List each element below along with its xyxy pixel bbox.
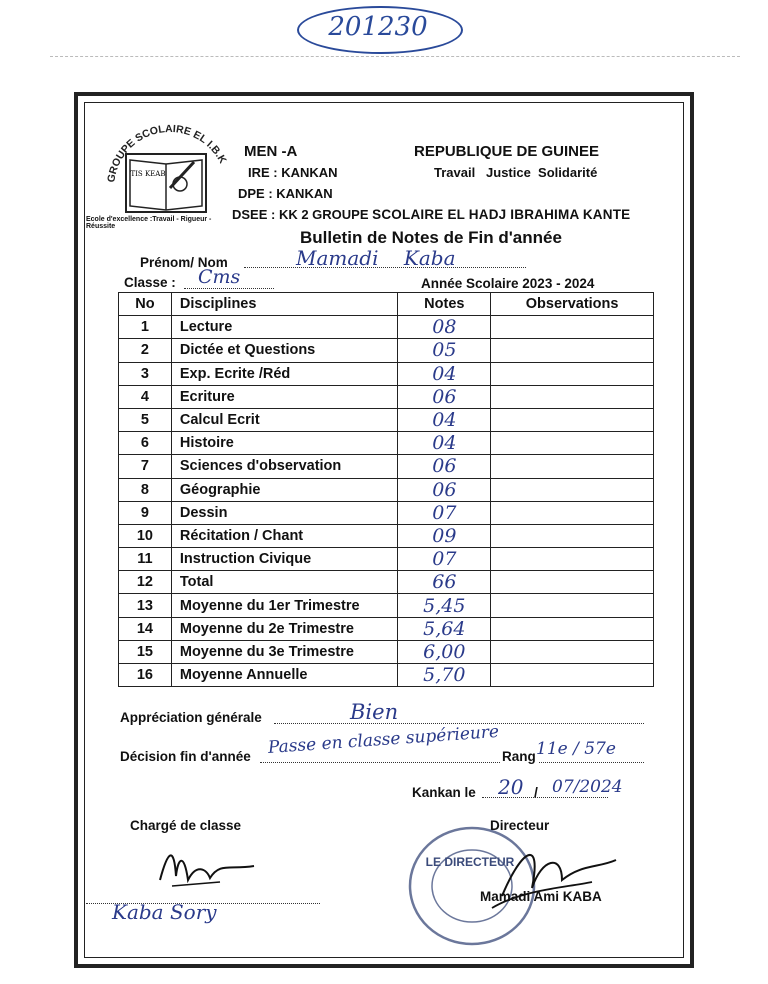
row-note: 04: [398, 408, 491, 431]
row-number: 6: [119, 432, 172, 455]
date-day: 20: [498, 775, 524, 799]
logo-book-text: TIS KEAB: [130, 170, 166, 178]
row-number: 15: [119, 640, 172, 663]
document-title: Bulletin de Notes de Fin d'année: [300, 228, 562, 247]
teacher-signature: [150, 840, 260, 892]
row-note: 6,00: [398, 640, 491, 663]
table-row: [119, 339, 654, 362]
row-observation: [491, 664, 654, 687]
table-row: [119, 362, 654, 385]
appreciation-label: Appréciation générale: [120, 710, 262, 725]
row-observation: [491, 432, 654, 455]
stamp-center-text: LE DIRECTEUR: [425, 855, 515, 869]
row-note: 5,45: [398, 594, 491, 617]
director-name: Mamadi Ami KABA: [480, 889, 602, 904]
row-note: 08: [398, 316, 491, 339]
table-row: [119, 316, 654, 339]
reference-number: 201230: [328, 12, 428, 42]
dsee-label: [232, 207, 630, 222]
col-header-disciplines: Disciplines: [171, 293, 398, 316]
row-observation: [491, 640, 654, 663]
row-observation: [491, 548, 654, 571]
table-row: [119, 524, 654, 547]
row-discipline: Moyenne du 3e Trimestre: [171, 640, 398, 663]
row-discipline: Exp. Ecrite /Réd: [171, 362, 398, 385]
row-note: 04: [398, 362, 491, 385]
school-year: Année Scolaire 2023 - 2024: [421, 276, 595, 291]
row-number: 3: [119, 362, 172, 385]
name-label: Prénom/ Nom: [140, 255, 228, 270]
row-number: 7: [119, 455, 172, 478]
col-header-observations: Observations: [491, 293, 654, 316]
row-observation: [491, 362, 654, 385]
separator-line: [50, 56, 740, 57]
row-observation: [491, 408, 654, 431]
table-header-row: [119, 293, 654, 316]
row-discipline: Calcul Ecrit: [171, 408, 398, 431]
dsee-school: SCOLAIRE EL HADJ IBRAHIMA KANTE: [372, 207, 631, 222]
decision-dots: [260, 762, 644, 763]
row-discipline: Dictée et Questions: [171, 339, 398, 362]
row-observation: [491, 617, 654, 640]
place-label: Kankan le: [412, 785, 476, 800]
director-title: Directeur: [490, 818, 550, 833]
row-discipline: Ecriture: [171, 385, 398, 408]
row-discipline: Dessin: [171, 501, 398, 524]
row-number: 16: [119, 664, 172, 687]
row-note: 5,64: [398, 617, 491, 640]
grades-table: [118, 292, 654, 687]
row-number: 11: [119, 548, 172, 571]
row-number: 8: [119, 478, 172, 501]
row-discipline: Histoire: [171, 432, 398, 455]
rank-value: 11e / 57e: [536, 739, 616, 759]
logo-ring-text: GROUPE SCOLAIRE EL I.B.K: [105, 122, 229, 184]
appreciation-value: Bien: [350, 700, 399, 724]
row-note: 07: [398, 501, 491, 524]
table-row: [119, 640, 654, 663]
row-observation: [491, 524, 654, 547]
table-row: [119, 501, 654, 524]
row-discipline: Total: [171, 571, 398, 594]
table-row: [119, 571, 654, 594]
row-number: 13: [119, 594, 172, 617]
row-observation: [491, 385, 654, 408]
table-row: [119, 432, 654, 455]
rank-label: Rang: [502, 749, 536, 764]
table-row: [119, 594, 654, 617]
table-row: [119, 664, 654, 687]
date-month-year: 07/2024: [552, 777, 623, 797]
table-row: [119, 617, 654, 640]
row-discipline: Géographie: [171, 478, 398, 501]
row-number: 5: [119, 408, 172, 431]
row-discipline: Récitation / Chant: [171, 524, 398, 547]
country-motto: Travail Justice Solidarité: [434, 165, 598, 180]
row-observation: [491, 316, 654, 339]
col-header-no: No: [119, 293, 172, 316]
row-note: 5,70: [398, 664, 491, 687]
row-observation: [491, 339, 654, 362]
row-note: 66: [398, 571, 491, 594]
row-observation: [491, 478, 654, 501]
ire-label: IRE : KANKAN: [248, 165, 338, 180]
row-observation: [491, 571, 654, 594]
col-header-notes: Notes: [398, 293, 491, 316]
row-observation: [491, 455, 654, 478]
row-note: 07: [398, 548, 491, 571]
row-number: 14: [119, 617, 172, 640]
row-number: 9: [119, 501, 172, 524]
row-note: 06: [398, 385, 491, 408]
student-name: Mamadi Kaba: [296, 246, 456, 270]
dsee-prefix: DSEE : KK 2 GROUPE: [232, 207, 373, 222]
row-discipline: Moyenne du 2e Trimestre: [171, 617, 398, 640]
table-row: [119, 408, 654, 431]
student-class: Cms: [198, 266, 241, 288]
row-number: 2: [119, 339, 172, 362]
teacher-name: Kaba Sory: [112, 900, 217, 924]
row-observation: [491, 501, 654, 524]
row-observation: [491, 594, 654, 617]
table-row: [119, 455, 654, 478]
row-note: 06: [398, 478, 491, 501]
row-discipline: Sciences d'observation: [171, 455, 398, 478]
country-label: REPUBLIQUE DE GUINEE: [414, 143, 600, 160]
row-number: 1: [119, 316, 172, 339]
row-discipline: Lecture: [171, 316, 398, 339]
table-row: [119, 478, 654, 501]
class-label: Classe :: [124, 275, 176, 290]
row-discipline: Moyenne Annuelle: [171, 664, 398, 687]
row-note: 06: [398, 455, 491, 478]
teacher-title: Chargé de classe: [130, 818, 242, 833]
table-row: [119, 548, 654, 571]
row-note: 04: [398, 432, 491, 455]
row-discipline: Instruction Civique: [171, 548, 398, 571]
dpe-label: DPE : KANKAN: [238, 186, 333, 201]
row-note: 09: [398, 524, 491, 547]
row-number: 10: [119, 524, 172, 547]
table-row: [119, 385, 654, 408]
logo-motto: Ecole d'excellence :Travail - Rigueur - Réussite: [86, 216, 212, 230]
ministry-label: MEN -A: [244, 143, 298, 160]
row-number: 12: [119, 571, 172, 594]
row-discipline: Moyenne du 1er Trimestre: [171, 594, 398, 617]
decision-label: Décision fin d'année: [120, 749, 251, 764]
row-number: 4: [119, 385, 172, 408]
director-stamp: [392, 818, 622, 958]
class-dots: [184, 288, 274, 289]
date-slash: /: [534, 784, 538, 800]
row-note: 05: [398, 339, 491, 362]
decision-value: Passe en classe supérieure: [267, 721, 500, 758]
